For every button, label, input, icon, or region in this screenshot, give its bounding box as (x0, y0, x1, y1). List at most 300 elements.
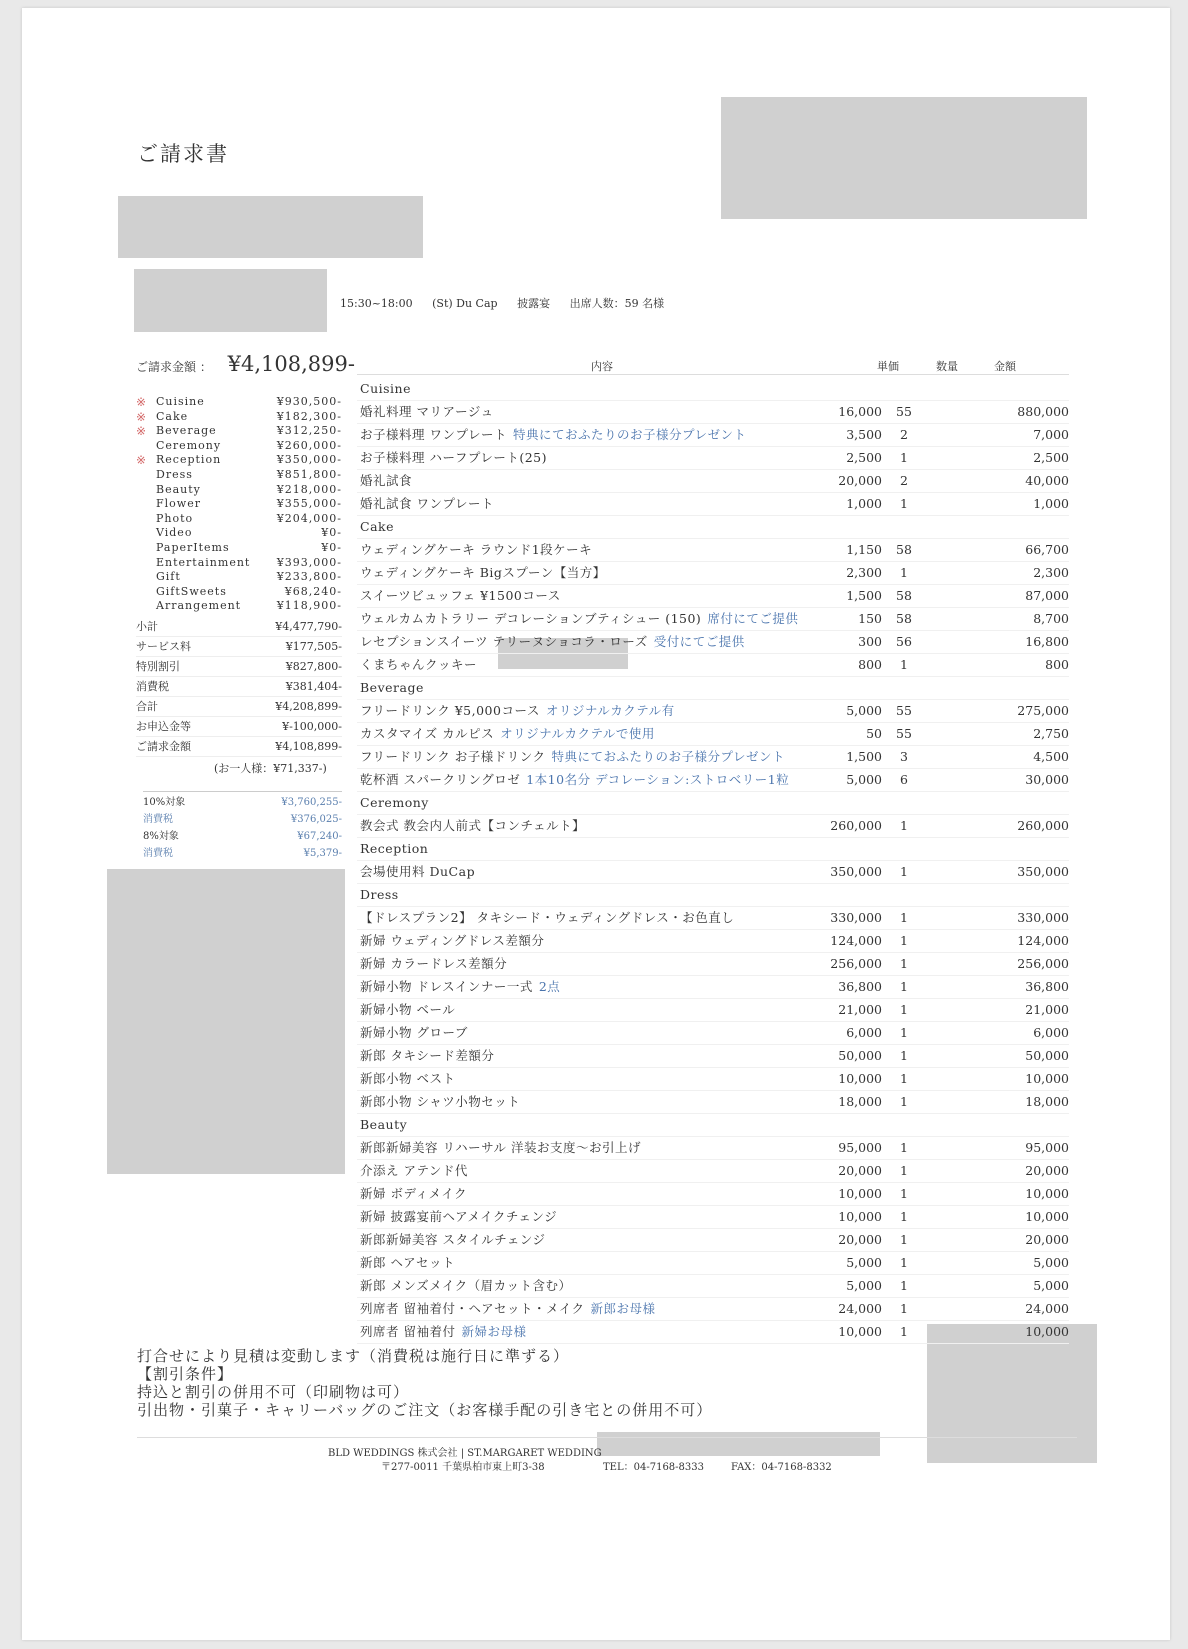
item-quantity: 1 (900, 496, 908, 511)
item-unit-price: 20,000 (838, 1232, 882, 1247)
category-row (136, 439, 342, 454)
item-description (360, 1275, 571, 1297)
category-name: Cake (156, 409, 189, 423)
item-description (360, 861, 475, 883)
item-description (360, 1045, 494, 1067)
item-description (360, 1252, 455, 1274)
table-row (357, 907, 1069, 930)
summary-row (136, 677, 342, 697)
item-unit-price: 16,000 (838, 404, 882, 419)
item-description (360, 1229, 546, 1251)
item-unit-price: 36,800 (838, 979, 882, 994)
item-quantity: 1 (900, 1002, 908, 1017)
item-description (360, 401, 494, 423)
table-row (357, 447, 1069, 470)
item-quantity: 1 (900, 1301, 908, 1316)
item-description (360, 907, 734, 929)
table-row (357, 539, 1069, 562)
item-note: オリジナルカクテル有 (545, 703, 675, 718)
item-name: ウェルカムカトラリー デコレーションブティシュー (150) (360, 611, 702, 626)
item-amount: 2,300 (1033, 565, 1069, 580)
item-description (360, 999, 455, 1021)
item-description (360, 1091, 520, 1113)
item-quantity: 1 (900, 1048, 908, 1063)
billing-total-label: ご請求金額 ： (136, 360, 212, 374)
category-row (136, 468, 342, 483)
item-description (360, 930, 544, 952)
item-amount: 30,000 (1025, 772, 1069, 787)
item-amount: 7,000 (1033, 427, 1069, 442)
category-row (136, 483, 342, 498)
item-quantity: 55 (896, 404, 912, 419)
item-description (360, 539, 592, 561)
item-name: スイーツビュッフェ ¥1500コース (360, 588, 561, 603)
table-row (357, 1045, 1069, 1068)
header-content: 内容 (591, 360, 613, 373)
required-mark (136, 585, 156, 600)
item-note: 特典にておふたりのお子様分プレゼント (512, 427, 747, 442)
table-row (357, 999, 1069, 1022)
item-amount: 10,000 (1025, 1071, 1069, 1086)
category-name: Arrangement (156, 599, 242, 613)
item-name: 婚礼試食 ワンプレート (360, 496, 494, 511)
item-unit-price: 21,000 (838, 1002, 882, 1017)
item-unit-price: 1,500 (846, 749, 882, 764)
item-name: 介添え アテンド代 (360, 1163, 468, 1178)
item-amount: 2,500 (1033, 450, 1069, 465)
category-heading-label: Beauty (360, 1117, 408, 1132)
item-description (360, 470, 412, 492)
item-note: 新婦お母様 (461, 1324, 527, 1339)
category-row (136, 453, 342, 468)
required-mark (136, 512, 156, 527)
item-amount: 24,000 (1025, 1301, 1069, 1316)
item-amount: 275,000 (1017, 703, 1069, 718)
tax-value: ¥376,025- (290, 814, 342, 825)
item-unit-price: 256,000 (830, 956, 882, 971)
item-name: 列席者 留袖着付・ヘアセット・メイク (360, 1301, 585, 1316)
item-unit-price: 5,000 (846, 772, 882, 787)
table-row (357, 953, 1069, 976)
header-quantity: 数量 (936, 360, 958, 373)
summary-row (136, 717, 342, 737)
category-name: Reception (156, 453, 222, 467)
item-unit-price: 350,000 (830, 864, 882, 879)
table-row (357, 401, 1069, 424)
item-description (360, 1206, 557, 1228)
item-amount: 20,000 (1025, 1163, 1069, 1178)
item-quantity: 1 (900, 450, 908, 465)
table-row (357, 769, 1069, 792)
category-heading (357, 378, 1069, 401)
item-name: 新郎新婦美容 リハーサル 洋装お支度～お引上げ (360, 1140, 641, 1155)
item-unit-price: 24,000 (838, 1301, 882, 1316)
category-heading-label: Ceremony (360, 795, 429, 810)
category-heading-label: Cuisine (360, 381, 411, 396)
summary-name: ご請求金額 (136, 740, 191, 753)
item-amount: 36,800 (1025, 979, 1069, 994)
required-mark (136, 599, 156, 614)
item-amount: 6,000 (1033, 1025, 1069, 1040)
table-row (357, 815, 1069, 838)
required-mark (136, 497, 156, 512)
tax-name: 8%対象 (143, 831, 179, 842)
category-name: PaperItems (156, 540, 230, 554)
item-unit-price: 6,000 (846, 1025, 882, 1040)
item-name: 新婦小物 ベール (360, 1002, 456, 1017)
required-mark: ※ (136, 409, 148, 424)
item-amount: 40,000 (1025, 473, 1069, 488)
table-row (357, 654, 1069, 677)
item-amount: 124,000 (1017, 933, 1069, 948)
item-name: 新婦 ウェディングドレス差額分 (360, 933, 545, 948)
category-row (136, 570, 342, 585)
summary-name: 小計 (136, 620, 158, 633)
item-quantity: 1 (900, 565, 908, 580)
item-name: 新婦 カラードレス差額分 (360, 956, 508, 971)
table-row (357, 1091, 1069, 1114)
table-row (357, 1275, 1069, 1298)
item-amount: 95,000 (1025, 1140, 1069, 1155)
table-row (357, 976, 1069, 999)
table-row (357, 1137, 1069, 1160)
category-breakdown (136, 395, 342, 614)
table-row (357, 1022, 1069, 1045)
item-amount: 880,000 (1017, 404, 1069, 419)
tax-value: ¥67,240- (297, 831, 342, 842)
item-unit-price: 95,000 (838, 1140, 882, 1155)
item-description (360, 976, 560, 998)
item-quantity: 1 (900, 1140, 908, 1155)
category-row (136, 599, 342, 614)
item-quantity: 1 (900, 979, 908, 994)
item-amount: 350,000 (1017, 864, 1069, 879)
item-name: レセプションスイーツ テリーヌショコラ・ローズ (360, 634, 648, 649)
item-description (360, 769, 789, 791)
item-quantity: 1 (900, 1071, 908, 1086)
item-quantity: 3 (900, 749, 908, 764)
item-name: カスタマイズ カルピス (360, 726, 495, 741)
table-row (357, 1229, 1069, 1252)
tax-row (143, 794, 342, 811)
category-name: Dress (156, 467, 193, 481)
tax-name: 消費税 (143, 814, 173, 825)
item-name: 列席者 留袖着付 (360, 1324, 456, 1339)
item-unit-price: 260,000 (830, 818, 882, 833)
item-name: フリードリンク お子様ドリンク (360, 749, 546, 764)
required-mark (136, 483, 156, 498)
table-row (357, 585, 1069, 608)
summary-name: 消費税 (136, 680, 169, 693)
line-items-table (357, 378, 1069, 1344)
category-heading-label: Dress (360, 887, 399, 902)
category-heading-label: Beverage (360, 680, 424, 695)
table-row (357, 723, 1069, 746)
item-note: 特典にておふたりのお子様分プレゼント (551, 749, 785, 764)
category-row (136, 424, 342, 439)
summary-value: ¥381,404- (285, 680, 342, 693)
item-amount: 66,700 (1025, 542, 1069, 557)
item-description (360, 1321, 527, 1343)
redacted-block (107, 869, 345, 1174)
condition-line: 【割引条件】 (137, 1365, 234, 1383)
item-amount: 330,000 (1017, 910, 1069, 925)
item-name: 新郎新婦美容 スタイルチェンジ (360, 1232, 546, 1247)
item-unit-price: 10,000 (838, 1186, 882, 1201)
table-row (357, 1183, 1069, 1206)
item-amount: 10,000 (1025, 1324, 1069, 1339)
category-name: Photo (156, 511, 194, 525)
summary-row (136, 637, 342, 657)
category-row (136, 497, 342, 512)
required-mark: ※ (136, 395, 148, 409)
table-header (357, 358, 1069, 375)
item-description (360, 562, 606, 584)
redacted-block (597, 1432, 880, 1456)
item-unit-price: 50 (866, 726, 882, 741)
item-name: フリードリンク ¥5,000コース (360, 703, 540, 718)
item-description (360, 1022, 468, 1044)
category-value: ¥0- (321, 540, 342, 554)
item-amount: 21,000 (1025, 1002, 1069, 1017)
item-name: 新郎小物 ベスト (360, 1071, 456, 1086)
item-quantity: 55 (896, 703, 912, 718)
category-value: ¥204,000- (276, 511, 342, 525)
table-row (357, 930, 1069, 953)
category-value: ¥355,000- (276, 497, 342, 511)
item-note: 1本10名分 デコレーション:ストロベリー1粒 (526, 772, 790, 787)
item-amount: 10,000 (1025, 1186, 1069, 1201)
item-amount: 800 (1045, 657, 1069, 672)
item-amount: 260,000 (1017, 818, 1069, 833)
category-value: ¥233,800- (276, 570, 342, 584)
category-heading-label: Cake (360, 519, 394, 534)
item-unit-price: 330,000 (830, 910, 882, 925)
footer-address: 〒277-0011 千葉県柏市東上町3-38 (381, 1462, 545, 1473)
item-quantity: 1 (900, 818, 908, 833)
header-unit-price: 単価 (877, 360, 899, 373)
item-description (360, 1183, 467, 1205)
category-row (136, 526, 342, 541)
tax-name: 10%対象 (143, 797, 186, 808)
item-name: お子様料理 ハーフプレート(25) (360, 450, 548, 465)
summary-row (136, 737, 342, 757)
billing-total-amount: ¥4,108,899- (227, 352, 355, 376)
tax-name: 消費税 (143, 848, 173, 859)
item-unit-price: 10,000 (838, 1209, 882, 1224)
event-info (340, 295, 680, 311)
summary-name: お申込金等 (136, 720, 191, 733)
item-description (360, 1160, 468, 1182)
item-amount: 16,800 (1025, 634, 1069, 649)
table-row (357, 1252, 1069, 1275)
item-amount: 5,000 (1033, 1278, 1069, 1293)
item-note: 新郎お母様 (590, 1301, 656, 1316)
item-description (360, 953, 507, 975)
item-quantity: 55 (896, 726, 912, 741)
item-quantity: 1 (900, 1255, 908, 1270)
condition-line: 持込と割引の併用不可（印刷物は可） (137, 1383, 410, 1401)
table-row (357, 746, 1069, 769)
item-quantity: 1 (900, 1324, 908, 1339)
item-amount: 10,000 (1025, 1209, 1069, 1224)
item-name: 新郎 メンズメイク（眉カット含む） (360, 1278, 572, 1293)
summary-row (136, 697, 342, 717)
item-name: くまちゃんクッキー (360, 657, 478, 672)
item-quantity: 1 (900, 1209, 908, 1224)
category-name: Beauty (156, 482, 201, 496)
item-note: 席付にてご提供 (707, 611, 799, 626)
category-heading (357, 677, 1069, 700)
item-description (360, 746, 785, 768)
summary-name: 特別割引 (136, 660, 180, 673)
item-name: 【ドレスプラン2】 タキシード・ウェディングドレス・お色直し (360, 910, 735, 925)
header-amount: 金額 (994, 360, 1016, 373)
item-amount: 87,000 (1025, 588, 1069, 603)
item-name: 会場使用料 DuCap (360, 864, 476, 879)
item-name: 教会式 教会内人前式【コンチェルト】 (360, 818, 586, 833)
item-amount: 5,000 (1033, 1255, 1069, 1270)
item-unit-price: 20,000 (838, 1163, 882, 1178)
category-heading-label: Reception (360, 841, 429, 856)
item-description (360, 1137, 641, 1159)
item-unit-price: 300 (858, 634, 882, 649)
required-mark (136, 439, 156, 454)
table-row (357, 1068, 1069, 1091)
summary-row (136, 657, 342, 677)
item-name: 新郎 タキシード差額分 (360, 1048, 495, 1063)
item-quantity: 2 (900, 427, 908, 442)
document-title: ご請求書 (137, 142, 229, 166)
tax-row (143, 811, 342, 828)
category-name: Entertainment (156, 555, 251, 569)
item-description (360, 1068, 455, 1090)
item-quantity: 1 (900, 1278, 908, 1293)
table-row (357, 700, 1069, 723)
item-description (360, 654, 477, 676)
item-quantity: 58 (896, 542, 912, 557)
item-quantity: 2 (900, 473, 908, 488)
event-venue: (St) Du Cap (432, 297, 498, 310)
item-quantity: 58 (896, 588, 912, 603)
condition-line: 引出物・引菓子・キャリーバッグのご注文（お客様手配の引き宅との併用不可） (137, 1401, 713, 1419)
condition-line: 打合せにより見積は変動します（消費税は施行日に準ずる） (137, 1347, 570, 1365)
summary-value: ¥177,505- (285, 640, 342, 653)
category-row (136, 512, 342, 527)
required-mark (136, 541, 156, 556)
item-name: ウェディングケーキ ラウンド1段ケーキ (360, 542, 593, 557)
category-value: ¥68,240- (284, 584, 342, 598)
footer-fax: FAX：04-7168-8332 (731, 1462, 832, 1473)
item-name: 新婦小物 ドレスインナー一式 (360, 979, 533, 994)
redacted-block (118, 196, 423, 258)
tax-value: ¥5,379- (303, 848, 342, 859)
item-description (360, 631, 745, 653)
item-note: 受付にてご提供 (653, 634, 745, 649)
table-row (357, 470, 1069, 493)
category-heading (357, 884, 1069, 907)
item-name: 婚礼料理 マリアージュ (360, 404, 494, 419)
tax-row (143, 845, 342, 862)
item-quantity: 1 (900, 864, 908, 879)
item-quantity: 56 (896, 634, 912, 649)
item-name: お子様料理 ワンプレート (360, 427, 507, 442)
footer (137, 1437, 1077, 1473)
item-description (360, 424, 747, 446)
item-amount: 2,750 (1033, 726, 1069, 741)
item-quantity: 1 (900, 933, 908, 948)
item-unit-price: 50,000 (838, 1048, 882, 1063)
category-row (136, 541, 342, 556)
category-name: Cuisine (156, 395, 205, 408)
item-amount: 256,000 (1017, 956, 1069, 971)
per-person-amount: (お一人様：¥71,337-) (214, 762, 327, 775)
item-amount: 8,700 (1033, 611, 1069, 626)
item-unit-price: 5,000 (846, 1255, 882, 1270)
item-name: 新婦 ボディメイク (360, 1186, 467, 1201)
item-amount: 20,000 (1025, 1232, 1069, 1247)
item-name: 新婦小物 グローブ (360, 1025, 468, 1040)
table-row (357, 608, 1069, 631)
table-row (357, 631, 1069, 654)
summary-name: 合計 (136, 700, 158, 713)
item-quantity: 1 (900, 1094, 908, 1109)
table-row (357, 1206, 1069, 1229)
item-name: 新郎小物 シャツ小物セット (360, 1094, 521, 1109)
redacted-block (927, 1324, 1097, 1463)
category-value: ¥851,800- (276, 467, 342, 481)
table-row (357, 424, 1069, 447)
item-description (360, 608, 798, 630)
summary-value: ¥4,108,899- (275, 740, 342, 753)
category-value: ¥393,000- (276, 555, 342, 569)
category-value: ¥0- (321, 526, 342, 540)
category-value: ¥118,900- (276, 599, 342, 613)
item-quantity: 58 (896, 611, 912, 626)
category-row (136, 556, 342, 571)
required-mark (136, 570, 156, 585)
item-note: オリジナルカクテルで使用 (500, 726, 655, 741)
category-row (136, 585, 342, 600)
tax-value: ¥3,760,255- (281, 797, 342, 808)
required-mark (136, 468, 156, 483)
item-quantity: 1 (900, 657, 908, 672)
item-amount: 18,000 (1025, 1094, 1069, 1109)
conditions-notes (137, 1347, 712, 1419)
item-unit-price: 124,000 (830, 933, 882, 948)
required-mark (136, 556, 156, 571)
item-quantity: 1 (900, 956, 908, 971)
item-name: 乾杯酒 スパークリングロゼ (360, 772, 521, 787)
item-description (360, 447, 547, 469)
footer-company: BLD WEDDINGS 株式会社 | ST.MARGARET WEDDING (328, 1448, 602, 1459)
category-name: Ceremony (156, 438, 222, 452)
summary-name: サービス料 (136, 640, 191, 653)
table-row (357, 1298, 1069, 1321)
summary-list (136, 617, 342, 757)
category-row (136, 410, 342, 425)
item-unit-price: 800 (858, 657, 882, 672)
required-mark: ※ (136, 453, 148, 468)
item-amount: 4,500 (1033, 749, 1069, 764)
item-quantity: 6 (900, 772, 908, 787)
required-mark: ※ (136, 424, 148, 439)
item-unit-price: 10,000 (838, 1071, 882, 1086)
redacted-block (134, 269, 327, 332)
item-unit-price: 5,000 (846, 1278, 882, 1293)
item-unit-price: 150 (858, 611, 882, 626)
event-type: 披露宴 (517, 297, 551, 310)
